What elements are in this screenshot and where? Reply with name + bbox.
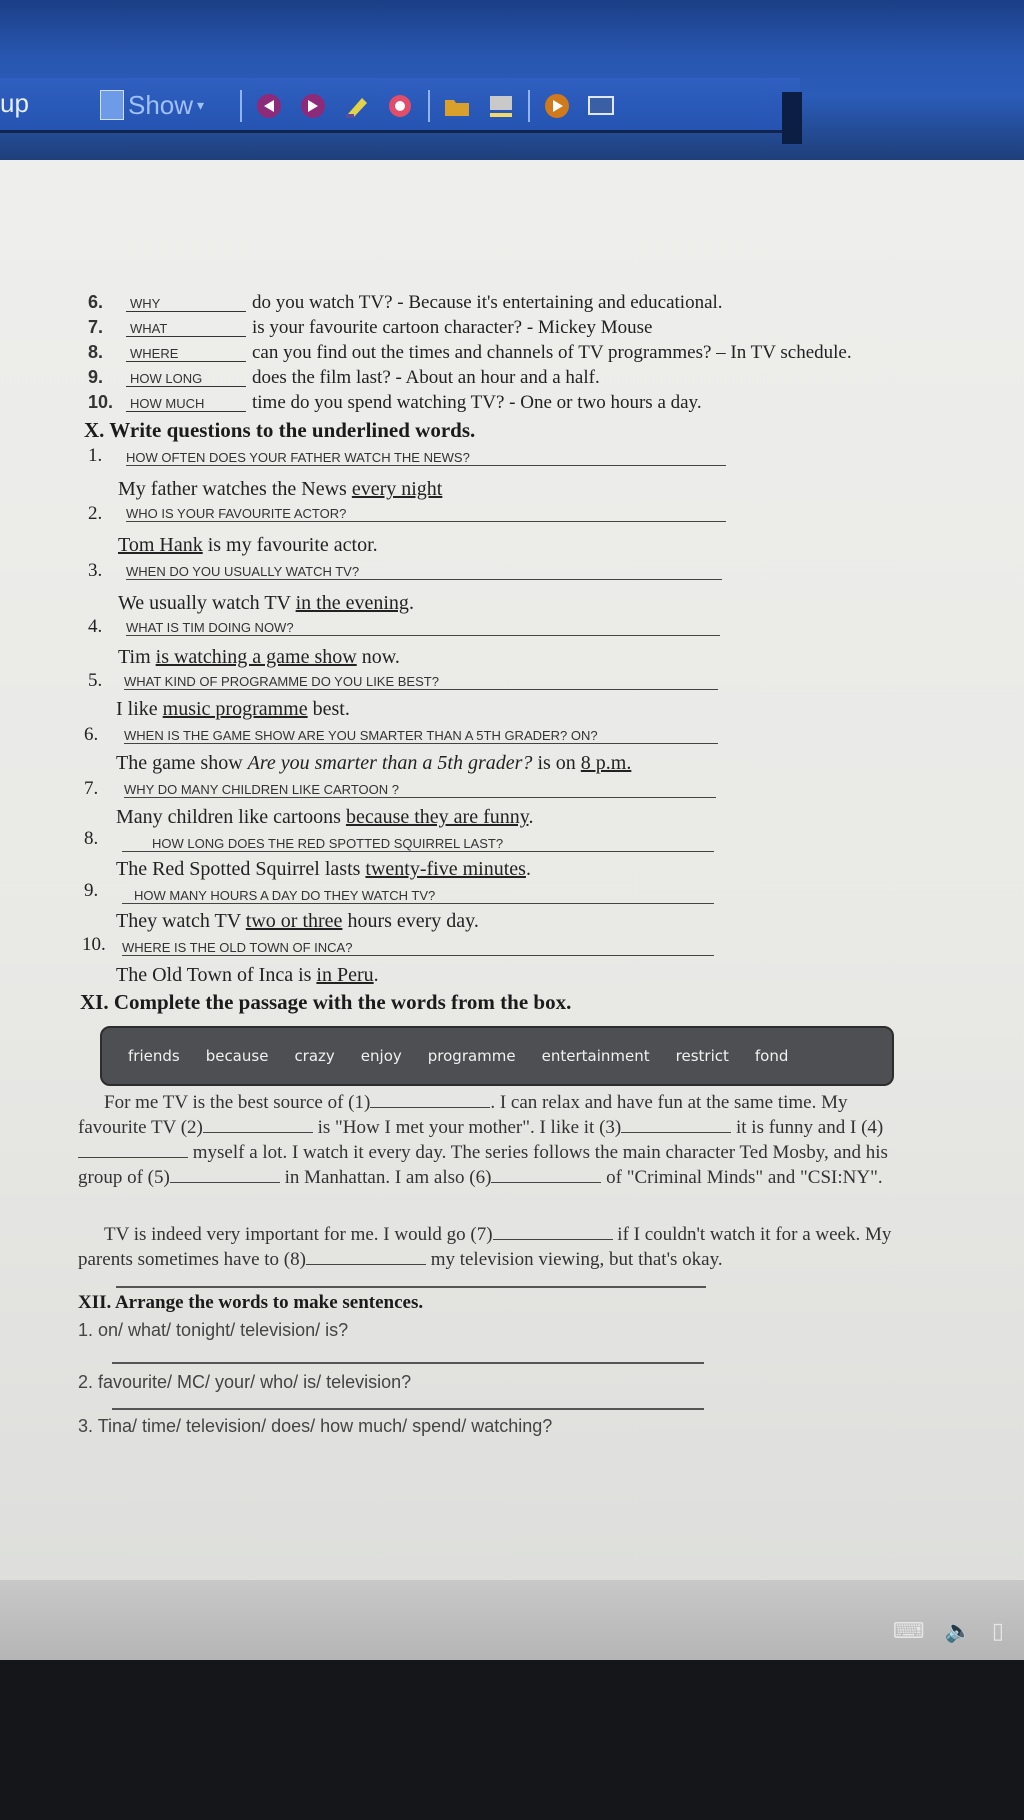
sentence-text: . <box>408 592 414 614</box>
answer-line: HOW MANY HOURS A DAY DO THEY WATCH TV? <box>122 888 714 904</box>
box-word: programme <box>427 1047 516 1065</box>
sentence-text: is my favourite actor. <box>202 534 378 556</box>
item-number: 9. <box>84 880 99 901</box>
underlined-words: because they are funny <box>345 806 529 828</box>
underlined-sentence <box>116 910 479 933</box>
box-word: crazy <box>294 1047 335 1065</box>
sentence-text: . <box>525 858 531 880</box>
section-heading: XI. Complete the passage with the words from the box. <box>80 990 572 1014</box>
item-number: 3. <box>88 560 103 581</box>
passage-text: . I can relax and have fun at the same time. My favourite TV (2) <box>78 1092 848 1138</box>
answer-line: WHEN DO YOU USUALLY WATCH TV? <box>126 564 722 580</box>
keyboard-icon[interactable]: ⌨ <box>892 1618 925 1643</box>
color-picker-icon[interactable] <box>384 91 418 121</box>
screen-icon[interactable] <box>584 91 618 121</box>
list-item <box>88 392 702 414</box>
gap-6 <box>491 1182 601 1183</box>
passage-text: my television viewing, but that's okay. <box>425 1249 723 1270</box>
media-icon[interactable] <box>540 91 574 121</box>
sentence-text: hours every day. <box>342 910 479 932</box>
sentence-text: best. <box>307 698 350 720</box>
sentence-text: . <box>373 964 379 986</box>
toolbar-separator <box>428 90 430 122</box>
show-menu-caret: ▾ <box>197 96 205 113</box>
answer-blank: WHY <box>126 296 246 312</box>
box-word: fond <box>754 1047 789 1065</box>
gap-2 <box>203 1132 313 1133</box>
answer-rule <box>112 1408 704 1410</box>
taskbar <box>0 1580 1024 1660</box>
list-item <box>88 342 852 364</box>
gap-3 <box>621 1132 731 1133</box>
sentence-text: Many children like cartoons <box>116 806 346 828</box>
underlined-sentence <box>116 806 533 829</box>
word-box <box>100 1026 894 1086</box>
underlined-sentence <box>116 964 379 987</box>
sentence-text: . <box>528 806 534 828</box>
show-menu-label: Show <box>128 89 194 120</box>
question-text: do you watch TV? - Because it's entertaining and educational. <box>252 292 723 313</box>
list-item <box>88 367 600 389</box>
box-word: enjoy <box>360 1047 402 1065</box>
answer-line: WHO IS YOUR FAVOURITE ACTOR? <box>126 506 726 522</box>
underlined-words: 8 p.m. <box>580 752 632 774</box>
sentence-text: The Red Spotted Squirrel lasts <box>116 858 366 880</box>
back-icon[interactable] <box>252 91 286 121</box>
sentence-text: They watch TV <box>116 910 246 932</box>
item-number: 7. <box>84 778 99 799</box>
passage-text: if I couldn't watch it for a week. My parents sometimes have to (8) <box>78 1224 892 1270</box>
arrange-item: 1. on/ what/ tonight/ television/ is? <box>78 1320 349 1340</box>
item-number: 5. <box>88 670 103 691</box>
volume-icon[interactable]: 🔈 <box>944 1618 972 1643</box>
item-number: 7. <box>88 317 104 337</box>
item-number: 1. <box>88 445 103 466</box>
sentence-text: now. <box>356 646 400 668</box>
question-text: does the film last? - About an hour and a half. <box>252 367 600 388</box>
passage-text: myself a lot. I watch it every day. The series follows the main character Ted Mosby, and his group of (5) <box>78 1142 888 1188</box>
sentence-text: The Old Town of Inca is <box>116 964 317 986</box>
underlined-sentence <box>118 478 442 501</box>
item-number: 10. <box>82 934 106 955</box>
underline-icon[interactable] <box>484 91 518 121</box>
underlined-words: two or three <box>245 910 343 932</box>
underlined-sentence <box>116 752 631 775</box>
arrange-item: 2. favourite/ MC/ your/ who/ is/ television? <box>78 1372 412 1392</box>
question-text: can you find out the times and channels of TV programmes? – In TV schedule. <box>252 342 852 363</box>
box-word: restrict <box>675 1047 729 1065</box>
gap-5 <box>170 1182 280 1183</box>
underlined-words: in the evening <box>295 592 409 614</box>
underlined-sentence <box>118 534 378 557</box>
underlined-sentence <box>118 646 400 669</box>
italic-title: Are you smarter than a 5th grader? <box>247 752 533 774</box>
gap-4 <box>78 1157 188 1158</box>
battery-icon[interactable]: ▯ <box>991 1618 1004 1643</box>
sentence-text: The game show <box>116 752 248 774</box>
toolbar-separator <box>528 90 530 122</box>
box-word: entertainment <box>541 1047 650 1065</box>
question-text: is your favourite cartoon character? - Mickey Mouse <box>252 317 653 338</box>
answer-line: WHY DO MANY CHILDREN LIKE CARTOON ? <box>124 782 716 798</box>
answer-line: WHAT KIND OF PROGRAMME DO YOU LIKE BEST? <box>124 674 718 690</box>
answer-line: HOW OFTEN DOES YOUR FATHER WATCH THE NEWS? <box>126 450 726 466</box>
box-word: friends <box>128 1047 180 1065</box>
sentence-text: is on <box>532 752 581 774</box>
item-number: 6. <box>88 292 104 312</box>
highlight-icon[interactable] <box>340 91 374 121</box>
underlined-words: is watching a game show <box>155 646 357 668</box>
section-heading: XII. Arrange the words to make sentences. <box>78 1292 424 1313</box>
item-number: 8. <box>88 342 104 362</box>
passage-text: it is funny and I (4) <box>731 1117 884 1138</box>
answer-blank: HOW LONG <box>126 371 246 387</box>
underlined-words: in Peru <box>316 964 374 986</box>
underlined-words: music programme <box>162 698 308 720</box>
list-item <box>88 317 652 339</box>
toolbar-label: up <box>0 88 29 118</box>
toolbar-separator <box>240 90 242 122</box>
passage-text: For me TV is the best source of (1) <box>104 1092 371 1113</box>
toolbar-icons <box>240 90 618 122</box>
answer-line: WHAT IS TIM DOING NOW? <box>126 620 720 636</box>
item-number: 6. <box>84 724 99 745</box>
underlined-words: twenty-five minutes <box>365 858 526 880</box>
item-number: 9. <box>88 367 104 387</box>
underlined-sentence <box>118 592 414 615</box>
section-heading: X. Write questions to the underlined words. <box>84 418 476 442</box>
answer-line: WHERE IS THE OLD TOWN OF INCA? <box>122 940 714 956</box>
underlined-sentence <box>116 858 531 881</box>
toolbar-end <box>782 92 802 144</box>
sentence-text: I like <box>116 698 163 720</box>
passage-paragraph-1 <box>78 1090 914 1190</box>
sentence-text: My father watches the News <box>118 478 352 500</box>
show-menu-button[interactable] <box>100 88 204 122</box>
gap-8 <box>306 1264 426 1265</box>
sentence-text: We usually watch TV <box>118 592 296 614</box>
list-item <box>88 292 723 314</box>
show-menu-icon <box>100 90 124 120</box>
arrange-item: 3. Tina/ time/ television/ does/ how much/ spend/ watching? <box>78 1416 553 1436</box>
underlined-words: Tom Hank <box>118 534 203 556</box>
item-number: 2. <box>88 503 103 524</box>
item-number: 4. <box>88 616 103 637</box>
answer-rule <box>112 1362 704 1364</box>
passage-text: TV is indeed very important for me. I would go (7) <box>104 1224 493 1245</box>
passage-text: is "How I met your mother". I like it (3) <box>312 1117 622 1138</box>
underlined-sentence <box>116 698 350 721</box>
worksheet-page <box>0 160 1024 1580</box>
monitor-bezel <box>0 1660 1024 1820</box>
item-number: 8. <box>84 828 99 849</box>
forward-icon[interactable] <box>296 91 330 121</box>
folder-icon[interactable] <box>440 91 474 121</box>
answer-blank: WHAT <box>126 321 246 337</box>
underlined-words: every night <box>351 478 443 500</box>
answer-line: HOW LONG DOES THE RED SPOTTED SQUIRREL LAST? <box>122 836 714 852</box>
answer-blank: HOW MUCH <box>126 396 246 412</box>
gap-7 <box>493 1239 613 1240</box>
passage-paragraph-2 <box>78 1222 914 1272</box>
answer-blank: WHERE <box>126 346 246 362</box>
sentence-text: Tim <box>118 646 156 668</box>
item-number: 10. <box>88 392 114 412</box>
divider <box>116 1286 706 1288</box>
box-word: because <box>205 1047 269 1065</box>
passage-text: of "Criminal Minds" and "CSI:NY". <box>601 1167 883 1188</box>
answer-line: WHEN IS THE GAME SHOW ARE YOU SMARTER THAN A 5TH GRADER? ON? <box>124 728 718 744</box>
passage-text: in Manhattan. I am also (6) <box>279 1167 492 1188</box>
gap-1 <box>370 1107 490 1108</box>
system-tray <box>893 1618 1004 1644</box>
question-text: time do you spend watching TV? - One or two hours a day. <box>252 392 702 413</box>
